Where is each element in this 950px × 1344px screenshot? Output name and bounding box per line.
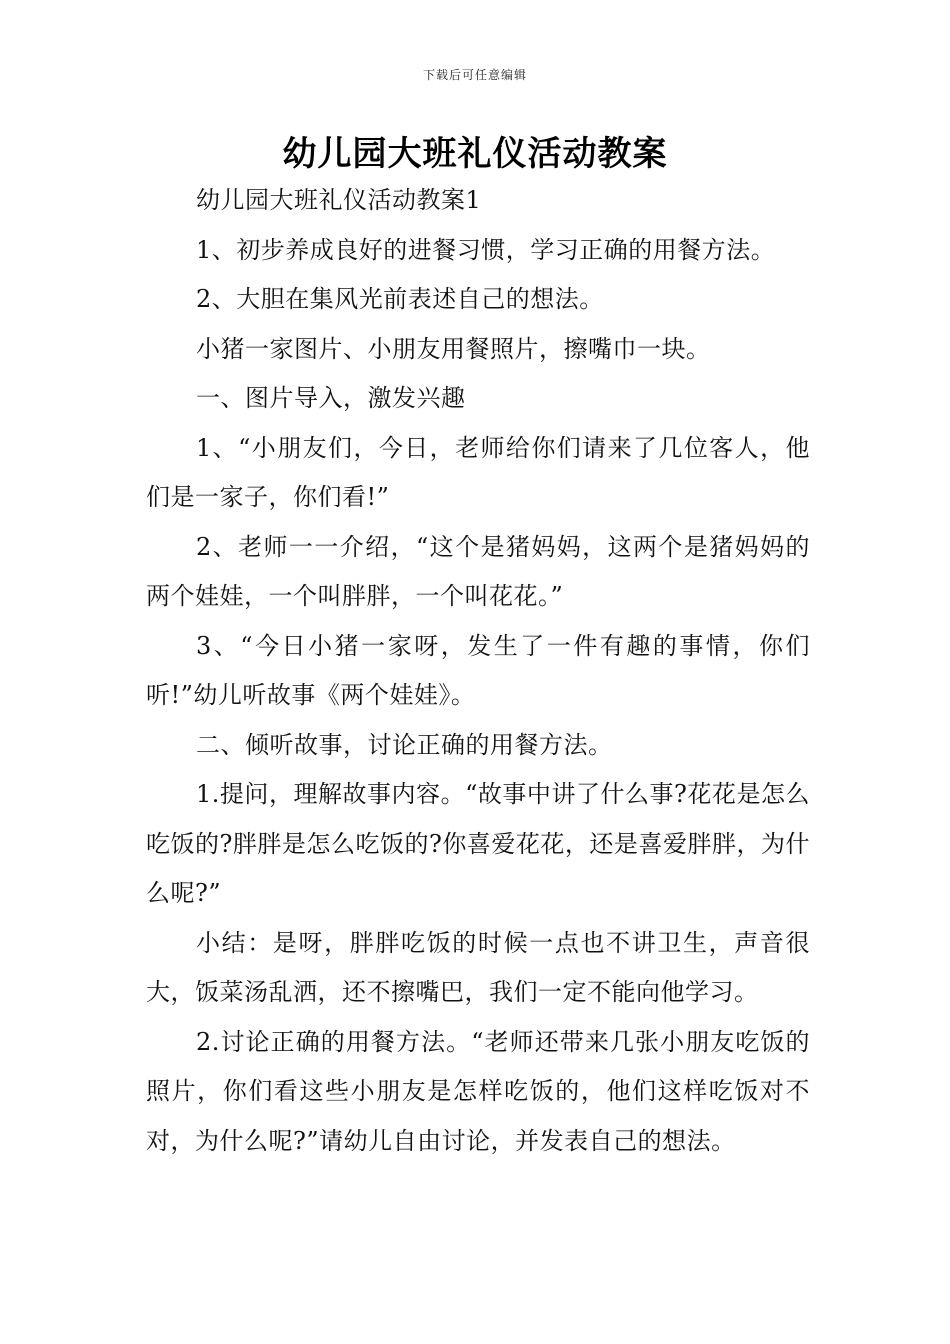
paragraph-discussion: 2.讨论正确的用餐方法。“老师还带来几张小朋友吃饭的照片，你们看这些小朋友是怎样吃饭的，他们这样吃饭对不对，为什么呢?”请幼儿自由讨论，并发表自己的想法。 [146,1027,810,1155]
paragraph-step-1: 1、“小朋友们，今日，老师给你们请来了几位客人，他们是一家子，你们看!” [146,433,810,511]
paragraph-subtitle: 幼儿园大班礼仪活动教案1 [196,186,482,214]
document-title: 幼儿园大班礼仪活动教案 [282,134,668,174]
paragraph-question: 1.提问，理解故事内容。“故事中讲了什么事?花花是怎么吃饭的?胖胖是怎么吃饭的?你喜爱花花，还是喜爱胖胖，为什么呢?” [146,780,810,907]
paragraph-section-2-heading: 二、倾听故事，讨论正确的用餐方法。 [196,730,613,759]
document-body [146,176,810,1166]
paragraph-goal-2: 2、大胆在集风光前表述自己的想法。 [196,285,604,313]
paragraph-materials: 小猪一家图片、小朋友用餐照片，擦嘴巾一块。 [196,334,711,363]
paragraph-section-1-heading: 一、图片导入，激发兴趣 [196,384,466,412]
paragraph-step-2: 2、老师一一介绍，“这个是猪妈妈，这两个是猪妈妈的两个娃娃，一个叫胖胖，一个叫花花。” [146,532,810,610]
header-note: 下载后可任意编辑 [422,68,527,82]
paragraph-summary: 小结：是呀，胖胖吃饭的时候一点也不讲卫生，声音很大，饭菜汤乱洒，还不擦嘴巴，我们一定不能向他学习。 [146,928,810,1006]
paragraph-step-3: 3、“今日小猪一家呀，发生了一件有趣的事情，你们听!”幼儿听故事《两个娃娃》。 [146,631,810,709]
paragraph-goal-1: 1、初步养成良好的进餐习惯，学习正确的用餐方法。 [196,235,776,264]
